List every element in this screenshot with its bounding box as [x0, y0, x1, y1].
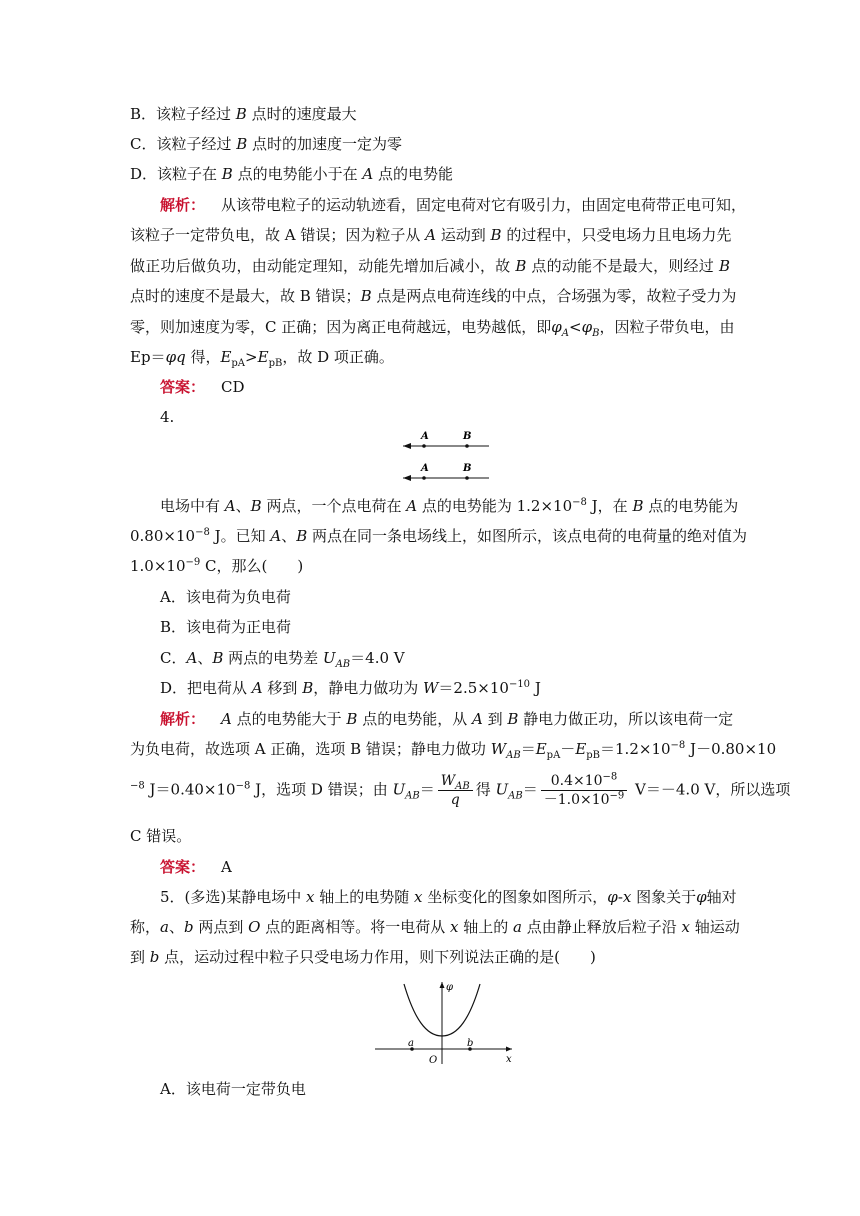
- point-a-bottom: [422, 476, 426, 480]
- x-axis-label: x: [506, 1054, 512, 1065]
- q3-analysis-line-5: 零，则加速度为零，C 正确；因为离正电荷越远，电势越低，即$\varphi_A<\varphi_B$，因粒子带负电，由: [130, 318, 735, 339]
- q4-analysis-line-4: C 错误。: [130, 827, 192, 845]
- answer-value: CD: [221, 378, 245, 396]
- point-b-top: [465, 444, 469, 448]
- answer-value: A: [221, 858, 232, 876]
- phi-axis-arrow-icon: [440, 982, 445, 988]
- q3-analysis-line-6: Ep＝φq 得，$E_{pA}>E_{pB}$，故 D 项正确。: [130, 348, 394, 369]
- q3-option-d: D．该粒子在 B 点的电势能小于在 A 点的电势能: [130, 165, 453, 183]
- arrow-left-icon: [403, 475, 411, 481]
- phi-axis-label: φ: [446, 982, 454, 993]
- q5-potential-graph: [370, 978, 520, 1070]
- label-b-top: B: [463, 431, 472, 442]
- q4-analysis-line-1: 解析： A 点的电势能大于 B 点的电势能，从 A 到 B 静电力做正功，所以该电荷一定: [160, 710, 734, 728]
- answer-label: 答案：: [160, 858, 206, 876]
- fraction-numeric: $\frac{0.4\times 10^{-8}}{-1.0\times 10^{-9}}$: [541, 772, 628, 809]
- label-a-bottom: A: [421, 463, 429, 474]
- arrow-left-icon: [403, 443, 411, 449]
- q3-analysis-line-2: 该粒子一定带负电，故 A 错误；因为粒子从 A 运动到 B 的过程中，只受电场力且电场力先: [130, 226, 732, 244]
- q4-answer: [160, 856, 232, 878]
- q4-field-line-diagram: [395, 428, 495, 488]
- q4-stem-line-1: 电场中有 A、B 两点，一个点电荷在 A 点的电势能为 $1.2\times 10^{-8}$ J，在 B 点的电势能为: [160, 497, 739, 515]
- q4-option-b: B．该电荷为正电荷: [160, 618, 292, 636]
- label-a-top: A: [421, 431, 429, 442]
- q4-analysis-line-2: 为负电荷，故选项 A 正确，选项 B 错误；静电力做功 $W_{AB}=E_{pA}-E_{pB}=1.2\times 10^{-8}$ J－0.80×10: [130, 740, 777, 761]
- q4-analysis-line-3: $^{-8}$ $J=0.40\times 10^{-8}$ J，选项 D 错误；由 $U_{AB}=$ $\frac{W_{AB}}{q}$ 得 $U_{AB}=$ $\frac{0.4\times 10^{-8}}{-1.0\times 10^{-9}}$ V＝－4.0 V，所以选项: [130, 771, 791, 808]
- analysis-label: 解析：: [160, 196, 206, 214]
- q3-answer: [160, 376, 245, 398]
- q3-option-b: B．该粒子经过 B 点时的速度最大: [130, 105, 357, 123]
- x-axis-arrow-icon: [506, 1047, 512, 1052]
- q5-stem-line-2: 称，a、b 两点到 O 点的距离相等。将一电荷从 x 轴上的 a 点由静止释放后粒子沿 x 轴运动: [130, 918, 740, 936]
- point-a-top: [422, 444, 426, 448]
- q3-option-c: C．该粒子经过 B 点时的加速度一定为零: [130, 135, 403, 153]
- fraction-w-over-q: $\frac{W_{AB}}{q}$: [438, 772, 473, 809]
- b-label: b: [467, 1038, 474, 1049]
- q5-stem-line-1: 5．(多选)某静电场中 x 轴上的电势随 x 坐标变化的图象如图所示，φ-x 图象关于φ轴对: [160, 888, 737, 906]
- label-b-bottom: B: [463, 463, 472, 474]
- q4-option-a: A．该电荷为负电荷: [160, 588, 291, 606]
- q4-stem-line-3: $1.0\times 10^{-9}$ C，那么( ): [130, 557, 304, 575]
- origin-label: O: [429, 1055, 438, 1066]
- q4-option-c: C．A、B 两点的电势差 $U_{AB}=4.0$ V: [160, 649, 405, 670]
- q3-analysis-line-1: 解析： 从该带电粒子的运动轨迹看，固定电荷对它有吸引力，由固定电荷带正电可知，: [160, 196, 747, 214]
- analysis-label: 解析：: [160, 710, 206, 728]
- q4-stem-line-2: $0.80\times 10^{-8}$ J。已知 A、B 两点在同一条电场线上，如图所示，该点电荷的电荷量的绝对值为: [130, 527, 748, 545]
- answer-label: 答案：: [160, 378, 206, 396]
- point-b-bottom: [465, 476, 469, 480]
- q4-option-d: D．把电荷从 A 移到 B，静电力做功为 $W=2.5\times 10^{-10}$ J: [160, 679, 541, 697]
- a-label: a: [408, 1038, 414, 1049]
- q3-analysis-line-4: 点时的速度不是最大，故 B 错误；B 点是两点电荷连线的中点，合场强为零，故粒子受力为: [130, 287, 737, 305]
- q4-number: 4.: [160, 408, 175, 426]
- q5-stem-line-3: 到 b 点，运动过程中粒子只受电场力作用，则下列说法正确的是( ): [130, 948, 596, 966]
- q5-option-a: A．该电荷一定带负电: [160, 1080, 306, 1098]
- q3-analysis-line-3: 做正功后做负功，由动能定理知，动能先增加后减小，故 B 点的动能不是最大，则经过 B: [130, 257, 730, 275]
